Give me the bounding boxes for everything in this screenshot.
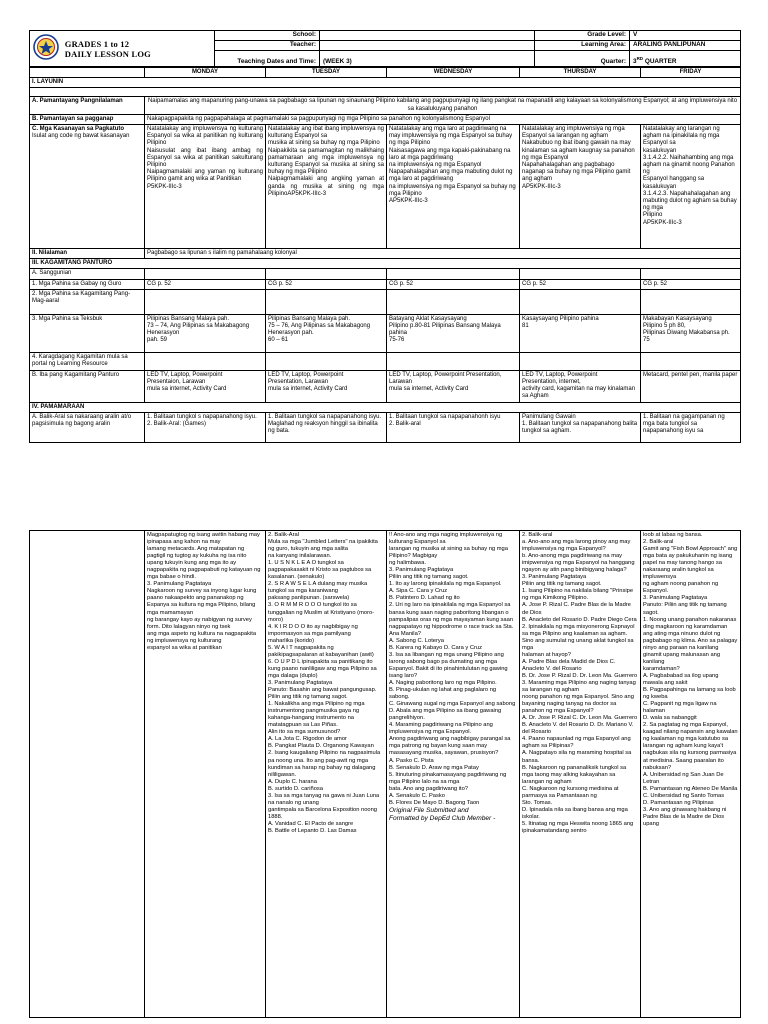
continuation-tuesday: 2. Balik-Aral Mula sa mga "Jumbled Letters" na ipakikita ng guro, tukuyin ang mga salita na kanyang inilalarawan. 1. U S N K L E A O tungkol sa pagpapakasakit ni Kristo sa pagtubos sa kasalanan. (senakulo) 2. S R A W S E L A dulang may musika tungkol sa mga karaniwang paksang panlipunan. (sarswela) 3. O R M M R O O O tungkol ito sa tunggalian ng Muslim at Kristiyano (moro-moro) 4. K I R D O O ito ay nagbibigay ng impormasyon sa mga pamilyang maharlika (korido) 5. W A I T nagpapakita ng pakikipagsapalaran at kabayanihan (awit) 6. O U P D L ipinapakita sa panitikang ito kung paano nanliligaw ang mga Pilipino sa mga dalaga (duplo) 3. Panimulang Pagtataya Panuto: Basahin ang bawat pangungusap. Piliin ang titik ng tamang sagot. 1. Nakalikha ang mga Pilipino ng mga instrumentong pangmusika gaya ng kahanga-hangang instrumento na matatagpuan sa Las Piñas. Alin ito sa mga sumusunod? A. La Jota C. Rigodon de amor B. Pangkat Plauta D. Organong Kawayan 2. Isang kaugaliang Pilipino na nagpasimula pa noong una. Ito ang pag-awit ng mga kundiman sa harap ng bahay ng dalagang nililigawan. A. Duplo C. harana B. surtido D. cariñosa 3. Isa sa mga tanyag na gawa ni Juan Luna na nanalo ng unang gantimpala sa Barcelona Exposition noong 1888. A. Vanidad C. El Pacto de sangre B. Battle of Lepanto D. Las Damas bbox=[266, 531, 387, 1018]
teksbuk-tuesday: Pilipinas Bansang Malaya pah. 75 – 76, Ang Pilipinas sa Makabagong Henerasyon pah. 60 – 61 bbox=[266, 314, 387, 352]
row-label: A. Pamantayang Pangnilalaman bbox=[30, 97, 145, 114]
blank-cell bbox=[145, 352, 266, 370]
section-pamamaraan-label: IV. PAMAMARAAN bbox=[30, 402, 741, 412]
spacer-row bbox=[30, 88, 741, 97]
pamantayang-pangnilalaman-text: Naipamamalas ang mapanuring pang-unawa sa pagbabago sa lipunan ng sinaunang Pilipino kabilang ang pagpupunyagi ng ilang pangkat na mapanatili ang kalayaan sa kolonyalismong Espanyol; at ang impluwensiya nito sa kasalukuyang panahon bbox=[145, 97, 741, 114]
section-kagamitan-label: III. KAGAMITANG PANTURO bbox=[30, 259, 741, 269]
row-label: 1. Mga Pahina sa Gabay ng Guro bbox=[30, 279, 145, 289]
section-layunin bbox=[30, 78, 741, 88]
section-nilalaman-label: II. Nilalaman bbox=[30, 249, 145, 259]
kagamitan-thursday: LED TV, Laptop, Powerpoint Presentation, internet, activity card, kagamitan na may kinalaman sa Agham bbox=[520, 370, 641, 402]
teksbuk-thursday: Kasaysayang Pilipino pahina 81 bbox=[520, 314, 641, 352]
balik-aral-monday: 1. Balitaan tungkol s napapanahong isyu. 2. Balik-Aral: (Games) bbox=[145, 412, 266, 442]
kasanayan-friday: Natatalakay ang larangan ng agham na ipinakilala ng mga Espanyol sa kasalukuyan 3.1.4.2.2. Naihahambing ang mga agham na ginamit noong Panahon ng Espanyol hanggang sa kasalukuyan 3.1.4.2.3. Napahahalagahan ang mabuting dulot ng agham sa buhay ng mga Pilipino AP5KPK-IIIc-3 bbox=[641, 125, 741, 249]
teksbuk-monday: Pilipinas Bansang Malaya pah. 73 – 74, Ang Pilipinas sa Makabagong Henerasyon pah. 59 bbox=[145, 314, 266, 352]
continuation-label-cell bbox=[30, 531, 145, 1018]
grade-level-value: V bbox=[630, 31, 741, 41]
continuation-wednesday: !! Ano-ano ang mga naging impluwensiya ng kulturang Espanyol sa larangan ng musika at sining sa buhay ng mga Pilipino? Magbigay ng halimbawa. 3. Panimulang Pagtataya Piliin ang titik ng tamang sagot. 1. Ito ay larong ipinakilala ng mga Espanyol. A. Sipa C. Cara y Cruz B. Patintero D. Lahad ng ito 2. Uri ng laro na ipinakilala ng mga Espanyol sa bansa kung saan naging paboritong libangan o pampalipas oras ng mga mayayaman kung saan nagpapatayo ng hippodrome o race track sa Sta. Ana Manila? A. Sabong C. Loterya B. Karera ng Kabayo D. Cara y Cruz 3. Isa sa libangan ng mga unang Pilipino ang larong sabong bago pa dumating ang mga Espanyol. Bakit di ito pinahintulutan ng gawing isang laro? A. Naging paboritong laro ng mga Pilipino. B. Pinag-ukulan ng lahat ang paglalaro ng sabong. C. Ginawang sugal ng mga Espanyol ang sabong D. Abala ang mga Pilipino sa ibang gawaing pangrelihiyon. 4. Maraming pagdiriwang na Pilipino ang impluwensiya ng mga Espanyol. Anong pagdiriwang ang nagbibigay parangal sa mga patrong ng bayan kung saan may masasayang musika, sayawan, prusisyon? A. Pasko C. Pista B. Senakulo D. Araw ng mga Patay 5. Itinuturing pinakamasayang pagdiriwang ng mga Pilipino lalo na sa mga bata. Ano ang pagdiriwang ito? A. Senakulo C. Pasko B. Flores De Mayo D. Bagong Taon bbox=[389, 532, 516, 806]
logo-title-line-2: DAILY LESSON LOG bbox=[64, 48, 151, 59]
row-sublabel: Isulat ang code ng bawat kasanayan bbox=[32, 133, 130, 140]
row-pamantayang-pangnilalaman bbox=[30, 97, 741, 114]
learning-area-label: Learning Area: bbox=[535, 41, 630, 51]
row-label: 3. Mga Pahina sa Teksbuk bbox=[30, 314, 145, 352]
logo-title bbox=[65, 39, 151, 59]
day-thursday: THURSDAY bbox=[520, 68, 641, 78]
row-sanggunian bbox=[30, 269, 741, 279]
school-label: School: bbox=[215, 31, 320, 41]
gabay-thursday: CG p. 52 bbox=[520, 279, 641, 289]
footer-line-2: Formatted by DepEd Club Member - bbox=[389, 814, 496, 822]
continuation-wednesday-cell bbox=[387, 531, 520, 1018]
footer-line-1: Original File Submitted and bbox=[389, 806, 469, 814]
lesson-table bbox=[29, 67, 741, 443]
blank-cell bbox=[266, 289, 387, 314]
gabay-monday: CG p. 52 bbox=[145, 279, 266, 289]
row-teksbuk bbox=[30, 314, 741, 352]
row-kagamitang-pang-mag-aaral bbox=[30, 289, 741, 314]
row-balik-aral bbox=[30, 412, 741, 442]
row-label: B. Pamantayan sa pagganap bbox=[30, 114, 145, 124]
balik-aral-tuesday: 1. Balitaan tungkol sa napapanahong isyu. Maglahad ng reaksyon hinggil sa ibinalita ng bata. bbox=[266, 412, 387, 442]
nilalaman-text: Pagbabago sa lipunan s ilalim ng pamahalaang kolonyal bbox=[145, 249, 741, 259]
deped-seal-icon bbox=[33, 34, 59, 63]
quarter-number: 3 bbox=[633, 58, 637, 65]
section-pamamaraan bbox=[30, 402, 741, 412]
kagamitan-monday: LED TV, Laptop, Powerpoint Presentaion, Larawan mula sa internet, Activity Card bbox=[145, 370, 266, 402]
kagamitan-friday: Metacard, pentel pen, manila paper bbox=[641, 370, 741, 402]
blank-cell bbox=[145, 269, 266, 279]
blank-cell bbox=[520, 269, 641, 279]
quarter-word: QUARTER bbox=[644, 58, 677, 65]
kasanayan-label-cell bbox=[30, 125, 145, 249]
section-layunin-label: I. LAYUNIN bbox=[30, 78, 741, 88]
row-label: A. Sanggunian bbox=[30, 269, 145, 279]
teacher-label: Teacher: bbox=[215, 41, 320, 51]
blank-cell bbox=[266, 352, 387, 370]
kasanayan-monday: Natatalakay ang impluwensya ng kulturang Espanyol sa wika at panitikan ng kulturang Pilipino Naisusulat ang ibat ibang ambag ng Espanyol sa wika at panitikan sakulturang Pilipino Naipagmamalaki ang yaman ng kulturang Pilipino gamit ang wika at Panitikan P5KPK-IIIc-3 bbox=[145, 125, 266, 249]
dll-page-2 bbox=[29, 530, 740, 1018]
kasanayan-wednesday: Natatalakay ang mga laro at pagdiriwang na may impluwensiya ng mga Espanyol sa buhay ng mga Pilipino Naisasagawa ang mga kapaki-pakinabang na laro at mga pagdiriwang na impluwensiya ng mga Espanyol Napapahalagahan ang mga mabuting dulot ng mga laro at pagdiriwang na impluwensiya ng mga Espanyol sa buhay ng mga Pilipino AP5KPK-IIIc-3 bbox=[387, 125, 520, 249]
row-label: 4. Karagdagang Kagamitan mula sa portal ng Learning Resource bbox=[30, 352, 145, 370]
blank-cell bbox=[641, 289, 741, 314]
gabay-tuesday: CG p. 52 bbox=[266, 279, 387, 289]
kasanayan-tuesday: Natatalakay ang ibat ibang impluwensya ng kulturang Espanyol sa musika at sining sa buhay ng mga Pilipino Naipakikita sa pamamagitan ng malikhaing pamamaraan ang mga impluwensya ng kulturang Espanyol sa musika at sining sa buhay ng mga Pilipino Naipagmamalaki ang angking yaman at ganda ng musika at sining ng mga PilipinoAP5KPK-IIIc-3 bbox=[266, 125, 387, 249]
blank-cell bbox=[387, 289, 520, 314]
day-friday: FRIDAY bbox=[641, 68, 741, 78]
day-wednesday: WEDNESDAY bbox=[387, 68, 520, 78]
dll-page-1 bbox=[29, 30, 740, 443]
row-kasanayan bbox=[30, 125, 741, 249]
teaching-dates-label: Teaching Dates and Time: bbox=[215, 51, 320, 67]
quarter-suffix: RD bbox=[636, 55, 644, 61]
continuation-row bbox=[30, 531, 741, 1018]
gabay-wednesday: CG p. 52 bbox=[387, 279, 520, 289]
pamantayan-pagganap-text: Nakapagpapakita ng pagpapahalaga at pagmamalaki sa pagpupunyagi ng mga Pilipino sa panahon ng kolonyalismong Espanyol bbox=[145, 114, 741, 124]
row-pamantayan-pagganap bbox=[30, 114, 741, 124]
continuation-table bbox=[29, 530, 741, 1018]
row-karagdagang-kagamitan bbox=[30, 352, 741, 370]
day-header-blank bbox=[30, 68, 145, 78]
school-value bbox=[320, 31, 535, 41]
teksbuk-wednesday: Batayang Aklat Kasaysayang Pilipino p.80-81 Pilipinas Bansang Malaya pahina 75-76 bbox=[387, 314, 520, 352]
day-monday: MONDAY bbox=[145, 68, 266, 78]
blank-cell bbox=[641, 269, 741, 279]
quarter-value bbox=[630, 51, 741, 67]
blank-cell bbox=[145, 289, 266, 314]
blank-cell bbox=[520, 289, 641, 314]
continuation-friday: loob at labas ng bansa. 2. Balik-aral Gamit ang "Fish Bowl Approach" ang mga bata ay pakukuhanin ng isang papel na may tanong hango sa nakaraang aralin tungkol sa impluwensya ng agham noong panahon ng Espanyol. 3. Panimulang Pagtataya Panuto: Piliin ang titik ng tamang sagot. 1. Noong unang panahon nakaranas ding magkaroon ng karamdaman ang ating mga ninuno dulot ng pagbabago ng klima. Ano sa palagay ninyo ang paraan na kanilang ginamit upang malunasan ang kanilang karamdaman? A. Pagbababad sa ilog upang mawala ang sakit B. Pagpapahinga na lamang sa loob ng kweba C. Pagpanit ng mga ligaw na halaman D. wala sa nabanggit 2. Sa pagtatag ng mga Espanyol, kaagad nilang napansin ang kawalan ng kaalaman ng mga katutubo sa larangan ng agham kung kaya't nagbukas sila ng kursong parmasiya at medisina. Saang paaralan ito nabuksan? A. Unibersidad ng San Juan De Letran B. Pamantasan ng Ateneo De Manila C. Unibersidad ng Santo Tomas D. Pamantasan ng Pilipinas 3. Ano ang ginawang hakbang ni Padre Blas de la Madre de Dios upang bbox=[641, 531, 741, 1018]
row-label: A. Balik-Aral sa nakaraang aralin at/o pagsisimula ng bagong aralin bbox=[30, 412, 145, 442]
quarter-label: Quarter: bbox=[535, 51, 630, 67]
continuation-thursday: 2. Balik-aral a. Ano-ano ang mga larong pinoy ang may impluwensiya ng mga Espanyol? b. Ano-anong mga pagdiriwang na may imipwensiya ng mga Espanyol na hanggang ngayon ay atin pang binibigyang halaga? 3. Panimulang Pagtataya Piliin ang titik ng tamang sagot. 1. Isang Pilipino na nakilala bilang "Prinsipe ng mga Kimikong Pilipino. A. Jose P. Rizal C. Padre Blas de la Madre de Dios B. Anacleto del Rosario D. Padre Diego Cera 2. Ipinakilala ng mga misyonerong Espnayol sa mga Pilipino ang kaalaman sa agham. Sino ang sumulat ng unang aklat tungkol sa mga halaman at hayop? A. Padre Blas dela Madid de Dios C. Anacleto V. del Rosario B. Dr. Jose P. Rizal D. Dr. Leon Ma. Guerrero 3. Maraming mga Pilipino ang naging tanyag sa larangan ng agham noong panahon ng mga Espanyol. Sino ang bayaning naging tanyag na doctor sa panahon ng mga Espanyol? A. Dr. Jose P. Rizal C. Dr. Leon Ma. Guerrero B. Anacleto V. del Rosario D. Dr. Mariano V. del Rosario 4. Paano napaunlad ng mga Espanyol ang agham sa Pilipinas? A. Nagpatayo sila ng maraming hospital sa bansa. B. Nagkaroon ng pananaliksik tungkol sa mga taong may alking kakayahan sa larangan ng agham C. Nagkaroon ng kursong medisina at parmasya sa Pamantasan ng Sto. Tomas. D. Ipinadala nila sa ibang bansa ang mga iskolar. 5. Itinatag ng mga Heswita noong 1865 ang ipinakamatandang sentro bbox=[520, 531, 641, 1018]
section-kagamitan bbox=[30, 259, 741, 269]
row-nilalaman bbox=[30, 249, 741, 259]
kagamitan-tuesday: LED TV, Laptop, Powerpoint Presentation, Larawan mula sa internet, Activity Card bbox=[266, 370, 387, 402]
header-table bbox=[29, 30, 741, 67]
teaching-dates-value: (WEEK 3) bbox=[320, 51, 535, 67]
balik-aral-wednesday: 1. Balitaan tungkol sa napapanahonh isyu 2. Balik-aral bbox=[387, 412, 520, 442]
kasanayan-thursday: Natatalakay ang impluwensiya ng mga Espanyol sa larangan ng agham Nakabubuo ng ibat ibang gawain na may kinalaman sa agham kaugnay sa panahon ng mga Espanyol Napahahalagahan ang pagbabago naganap sa buhay ng mga Pilipino gamit ang agham AP5KPK-IIIc-3 bbox=[520, 125, 641, 249]
day-tuesday: TUESDAY bbox=[266, 68, 387, 78]
day-header-row bbox=[30, 68, 741, 78]
row-label: C. Mga Kasanayan sa Pagkatuto bbox=[32, 126, 125, 133]
blank-cell bbox=[387, 269, 520, 279]
balik-aral-friday: 1. Balitaan na gagampanan ng mga bata tungkol sa napapanahong isyu sa bbox=[641, 412, 741, 442]
spacer-cell bbox=[30, 88, 741, 97]
teacher-value bbox=[320, 41, 535, 51]
row-label: B. Iba pang Kagamitang Panturo bbox=[30, 370, 145, 402]
submission-footer bbox=[389, 807, 517, 823]
logo-cell bbox=[30, 31, 215, 67]
blank-cell bbox=[387, 352, 520, 370]
row-iba-pang-kagamitan bbox=[30, 370, 741, 402]
balik-aral-thursday: Panimulang Gawain 1. Balitaan tungkol sa napapanahong balita tungkol sa agham. bbox=[520, 412, 641, 442]
learning-area-value: ARALING PANLIPUNAN bbox=[630, 41, 741, 51]
gabay-friday: CG p. 52 bbox=[641, 279, 741, 289]
blank-cell bbox=[520, 352, 641, 370]
continuation-monday: Magpapatugtog ng isang awitin habang may ipinapasa ang kahon na may lamang metacards. Ang matapatan ng pagtigil ng tugtog ay kukuha ng isa nito upang tukuyin kung ang mga ito ay nagpapakita ng pagpapabuti ng katayuan ng mga babae o hindi. 3. Panimulang Pagtataya Nagkaroon ng survey sa inyong lugar kung paano nakaapekto ang pananakop ng Espanya sa kultura ng mga Pilipino, bilang mga mamamayan ng barangay kayo ay nabigyan ng survey form. Dito lalagyan ninyo ng tsek ang mga aspeto ng kultura na nagpapakita ng impluwensya ng kulturang espanyol sa wika at panitikan bbox=[145, 531, 266, 1018]
row-gabay-guro bbox=[30, 279, 741, 289]
grade-level-label: Grade Level: bbox=[535, 31, 630, 41]
blank-cell bbox=[641, 352, 741, 370]
row-label: 2. Mga Pahina sa Kagamitang Pang- Mag-aaral bbox=[30, 289, 145, 314]
teksbuk-friday: Makabayan Kasaysayang Pilipino 5 ph 80, Pilipinas Diwang Makabansa ph. 75 bbox=[641, 314, 741, 352]
kagamitan-wednesday: LED TV, Laptop, Powerpoint Presentation, Larawan mula sa internet, Activity Card bbox=[387, 370, 520, 402]
logo-title-line-1: GRADES 1 to 12 bbox=[64, 38, 130, 49]
blank-cell bbox=[266, 269, 387, 279]
